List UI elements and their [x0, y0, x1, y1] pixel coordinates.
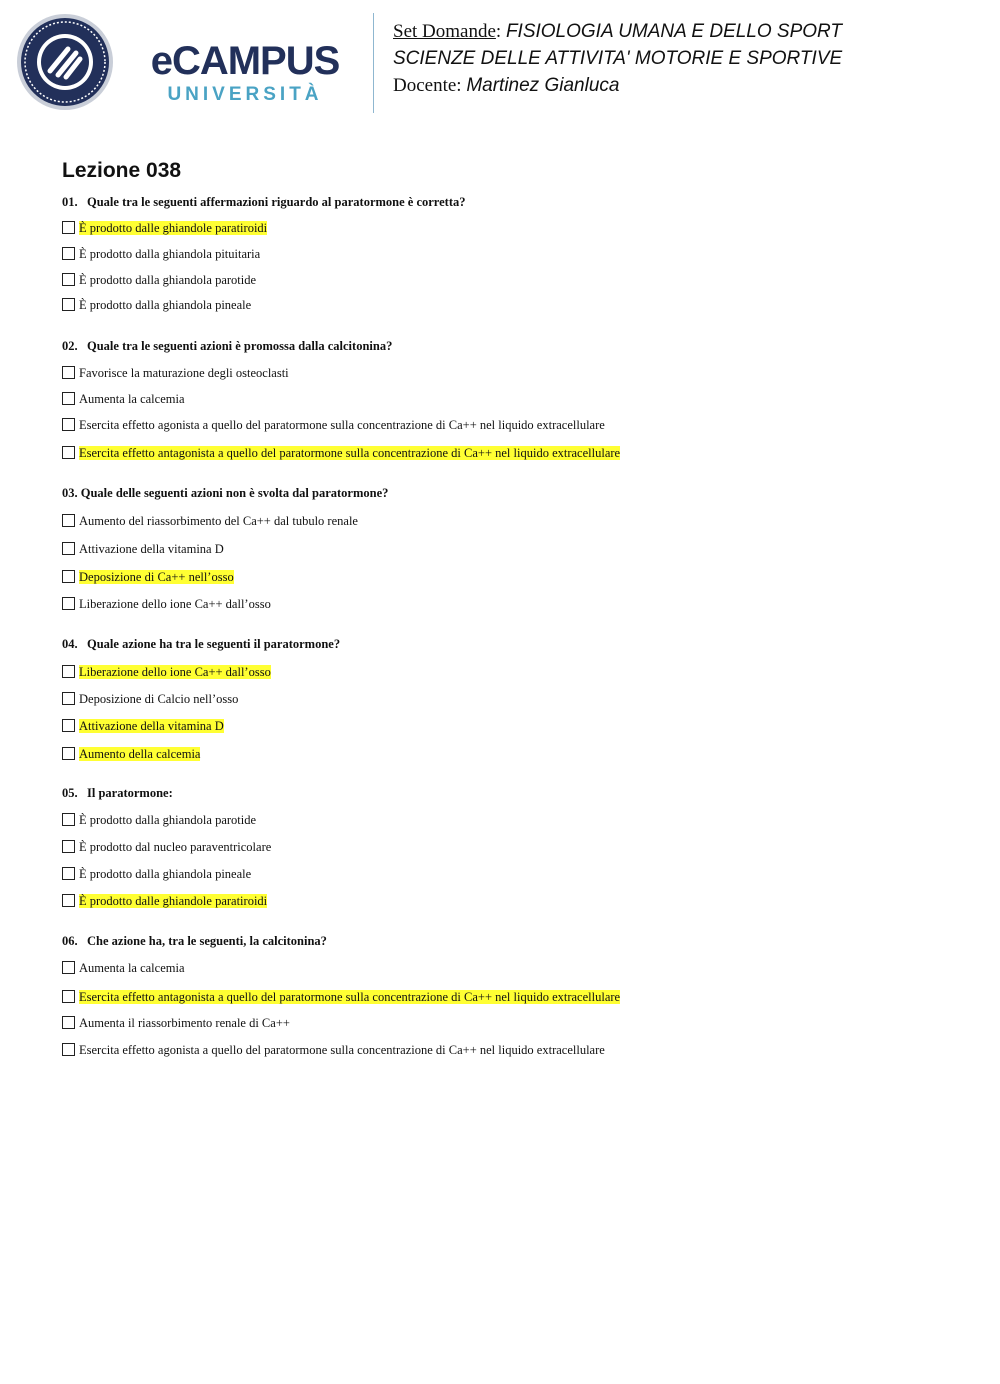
answer-text: È prodotto dalla ghiandola parotide [79, 273, 257, 287]
answer-option[interactable] [62, 1014, 290, 1032]
answer-checkbox[interactable] [62, 719, 75, 732]
answer-checkbox[interactable] [62, 867, 75, 880]
header-course-line-1 [393, 20, 993, 44]
answer-checkbox[interactable] [62, 247, 75, 260]
answer-checkbox[interactable] [62, 570, 75, 583]
set-label: Set Domande [393, 21, 496, 42]
answer-text: Favorisce la maturazione degli osteoclasti [79, 366, 289, 380]
answer-checkbox[interactable] [62, 747, 75, 760]
answer-checkbox[interactable] [62, 273, 75, 286]
teacher-label: Docente: [393, 75, 462, 96]
answer-checkbox[interactable] [62, 665, 75, 678]
answer-option[interactable] [62, 245, 260, 263]
question-text: 02. Quale tra le seguenti azioni è promossa dalla calcitonina? [62, 339, 393, 353]
answer-option[interactable] [62, 271, 256, 289]
header-divider [373, 13, 374, 113]
answer-option[interactable] [62, 690, 238, 708]
answer-text: Aumenta il riassorbimento renale di Ca++ [79, 1016, 290, 1030]
answer-option[interactable] [62, 219, 267, 237]
answer-text: Aumenta la calcemia [79, 961, 185, 975]
answer-text: Aumenta la calcemia [79, 392, 185, 406]
answer-checkbox[interactable] [62, 840, 75, 853]
answer-text-highlighted: È prodotto dalle ghiandole paratiroidi [79, 221, 268, 235]
answer-text: Aumento del riassorbimento del Ca++ dal tubulo renale [79, 514, 358, 528]
answer-option[interactable] [62, 364, 289, 382]
question-text: 06. Che azione ha, tra le seguenti, la calcitonina? [62, 934, 327, 948]
answer-text-highlighted: Aumento della calcemia [79, 747, 201, 761]
brand-name: eCAMPUS [150, 39, 340, 83]
answer-option[interactable] [62, 865, 251, 883]
ecampus-wordmark [134, 40, 356, 110]
answer-checkbox[interactable] [62, 542, 75, 555]
answer-text: È prodotto dalla ghiandola pineale [79, 298, 252, 312]
answer-text-highlighted: Deposizione di Ca++ nell’osso [79, 570, 234, 584]
answer-text-highlighted: Attivazione della vitamina D [79, 719, 224, 733]
question-text: 01. Quale tra le seguenti affermazioni riguardo al paratormone è corretta? [62, 195, 466, 209]
answer-checkbox[interactable] [62, 446, 75, 459]
lesson-title: Lezione 038 [62, 159, 182, 182]
answer-checkbox[interactable] [62, 514, 75, 527]
answer-text-highlighted: È prodotto dalle ghiandole paratiroidi [79, 894, 268, 908]
answer-text-highlighted: Liberazione dello ione Ca++ dall’osso [79, 665, 271, 679]
answer-checkbox[interactable] [62, 221, 75, 234]
answer-checkbox[interactable] [62, 813, 75, 826]
answer-text-highlighted: Esercita effetto antagonista a quello del paratormone sulla concentrazione di Ca++ nel liquido extracellulare [79, 990, 621, 1004]
answer-checkbox[interactable] [62, 1043, 75, 1056]
answer-option[interactable] [62, 416, 605, 434]
answer-text: Attivazione della vitamina D [79, 542, 224, 556]
course-title: FISIOLOGIA UMANA E DELLO SPORT [505, 21, 843, 42]
answer-option[interactable] [62, 745, 200, 763]
answer-option[interactable] [62, 892, 267, 910]
question-text: 03. Quale delle seguenti azioni non è svolta dal paratormone? [62, 486, 389, 500]
answer-checkbox[interactable] [62, 298, 75, 311]
answer-option[interactable] [62, 540, 224, 558]
answer-text: È prodotto dal nucleo paraventricolare [79, 840, 272, 854]
question-text: 04. Quale azione ha tra le seguenti il paratormone? [62, 637, 341, 651]
answer-option[interactable] [62, 1041, 605, 1059]
answer-checkbox[interactable] [62, 392, 75, 405]
answer-text: Esercita effetto agonista a quello del paratormone sulla concentrazione di Ca++ nel liquido extracellulare [79, 418, 605, 432]
header-teacher-line [393, 74, 993, 98]
answer-text: Esercita effetto agonista a quello del paratormone sulla concentrazione di Ca++ nel liquido extracellulare [79, 1043, 605, 1057]
course-subtitle: SCIENZE DELLE ATTIVITA' MOTORIE E SPORTIVE [393, 48, 843, 69]
answer-text: Deposizione di Calcio nell’osso [79, 692, 239, 706]
answer-text: È prodotto dalla ghiandola pineale [79, 867, 252, 881]
answer-checkbox[interactable] [62, 366, 75, 379]
answer-checkbox[interactable] [62, 1016, 75, 1029]
answer-option[interactable] [62, 568, 234, 586]
answer-option[interactable] [62, 811, 256, 829]
answer-checkbox[interactable] [62, 990, 75, 1003]
answer-option[interactable] [62, 595, 271, 613]
answer-option[interactable] [62, 717, 224, 735]
answer-option[interactable] [62, 296, 251, 314]
header-course-line-2 [393, 47, 993, 71]
answer-checkbox[interactable] [62, 961, 75, 974]
answer-text: È prodotto dalla ghiandola pituitaria [79, 247, 261, 261]
university-seal-logo [16, 13, 114, 111]
answer-option[interactable] [62, 838, 271, 856]
answer-option[interactable] [62, 390, 185, 408]
set-colon: : [495, 21, 502, 42]
answer-option[interactable] [62, 444, 620, 462]
answer-text-highlighted: Esercita effetto antagonista a quello del paratormone sulla concentrazione di Ca++ nel liquido extracellulare [79, 446, 621, 460]
answer-text: È prodotto dalla ghiandola parotide [79, 813, 257, 827]
teacher-name: Martinez Gianluca [466, 75, 620, 96]
answer-text: Liberazione dello ione Ca++ dall’osso [79, 597, 271, 611]
answer-option[interactable] [62, 512, 358, 530]
answer-checkbox[interactable] [62, 894, 75, 907]
answer-checkbox[interactable] [62, 692, 75, 705]
answer-option[interactable] [62, 959, 185, 977]
answer-checkbox[interactable] [62, 597, 75, 610]
question-text: 05. Il paratormone: [62, 786, 173, 800]
answer-option[interactable] [62, 988, 620, 1006]
answer-checkbox[interactable] [62, 418, 75, 431]
answer-option[interactable] [62, 663, 271, 681]
brand-subtitle: UNIVERSITÀ [167, 84, 323, 105]
